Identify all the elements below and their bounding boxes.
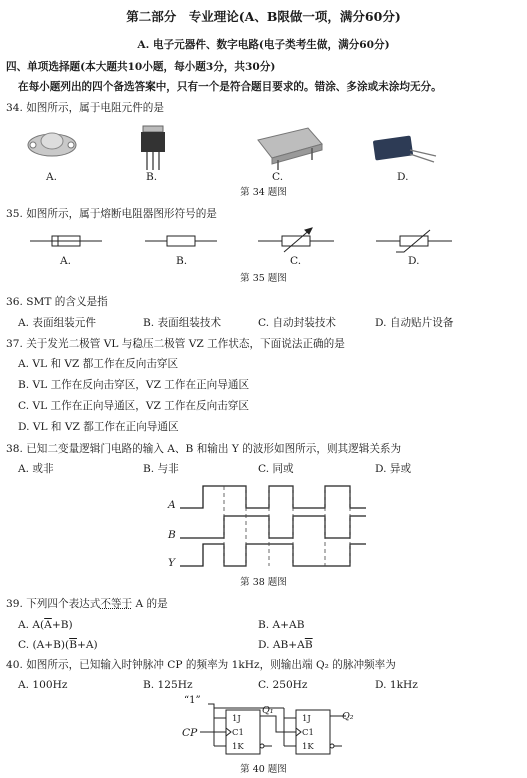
q39-option-b: B. A+AB: [258, 619, 305, 631]
q35-label-b: B.: [176, 255, 188, 267]
fuse-resistor-symbol: [30, 236, 102, 246]
q37-stem: 37. 关于发光二极管 VL 与稳压二极管 VZ 工作状态，下面说法正确的是: [6, 338, 345, 350]
ff2-pin-k: 1K: [302, 742, 314, 752]
q37-option-c: C. VL 工作在正向导通区，VZ 工作在反向击穿区: [18, 400, 249, 412]
to220-transistor-image: [141, 126, 165, 170]
q34-caption: 第 34 题图: [240, 187, 287, 198]
q36-option-d: D. 自动贴片设备: [375, 317, 454, 329]
page-subtitle: A. 电子元器件、数字电路(电子类考生做，满分60分): [137, 39, 390, 51]
q38-stem: 38. 已知二变量逻辑门电路的输入 A、B 和输出 Y 的波形如图所示，则其逻辑关系为: [6, 443, 402, 455]
q38-caption: 第 38 题图: [240, 577, 287, 588]
q40-caption: 第 40 题图: [240, 764, 287, 775]
q39-option-c: C. $(A+B)(\overline{B}+A)$: [18, 639, 98, 651]
wave-label-a: A: [168, 499, 176, 511]
variable-resistor-symbol: [258, 228, 334, 252]
wave-label-b: B: [168, 529, 176, 541]
ff1-pin-c: C1: [232, 728, 244, 738]
waveform-y: [180, 544, 366, 566]
q35-label-a: A.: [60, 255, 72, 267]
section-heading: 四、单项选择题(本大题共10小题，每小题3分，共30分): [6, 61, 276, 73]
q40-option-d: D. 1kHz: [375, 679, 418, 691]
waveform-a: [180, 486, 366, 508]
q34-label-a: A.: [46, 171, 58, 183]
section-instruction: 在每小题列出的四个备选答案中，只有一个是符合题目要求的。错涂、多涂或未涂均无分。: [18, 81, 442, 93]
q35-label-d: D.: [408, 255, 420, 267]
q39-stem: 39. 下列四个表达式不等于 A 的是: [6, 598, 168, 610]
capacitor-component-image: [373, 135, 436, 162]
clock-label: CP: [182, 727, 198, 739]
q40-stem: 40. 如图所示，已知输入时钟脉冲 CP 的频率为 1kHz，则输出端 Q₂ 的脉冲频率为: [6, 659, 396, 671]
logic-one-label: “1”: [184, 695, 201, 706]
nonlinear-resistor-symbol: [376, 230, 452, 252]
page-title: 第二部分 专业理论(A、B限做一项，满分60分): [126, 9, 401, 24]
q37-option-b: B. VL 工作在反向击穿区，VZ 工作在正向导通区: [18, 379, 250, 391]
ff2-pin-c: C1: [302, 728, 314, 738]
q36-option-b: B. 表面组装技术: [143, 317, 222, 329]
power-resistor-image: [258, 128, 322, 170]
q40-option-c: C. 250Hz: [258, 679, 308, 691]
q37-option-d: D. VL 和 VZ 都工作在正向导通区: [18, 421, 179, 433]
q39-option-a: A. $A(\overline{A}+B)$: [18, 619, 73, 631]
q35-label-c: C.: [290, 255, 302, 267]
wave-label-y: Y: [168, 557, 175, 569]
ff1-pin-j: 1J: [232, 714, 241, 724]
q38-option-a: A. 或非: [18, 463, 54, 475]
q34-label-b: B.: [146, 171, 158, 183]
to3-transistor-image: [28, 133, 76, 156]
emphasis-text: 不等于: [100, 598, 133, 610]
q34-stem: 34. 如图所示，属于电阻元件的是: [6, 102, 164, 114]
q35-stem: 35. 如图所示，属于熔断电阻器图形符号的是: [6, 208, 217, 220]
q1-label: Q₁: [262, 705, 274, 716]
q35-caption: 第 35 题图: [240, 273, 287, 284]
q40-option-b: B. 125Hz: [143, 679, 193, 691]
q34-label-d: D.: [397, 171, 409, 183]
ff2-pin-j: 1J: [302, 714, 311, 724]
q38-option-c: C. 同或: [258, 463, 294, 475]
q38-option-b: B. 与非: [143, 463, 179, 475]
q36-option-a: A. 表面组装元件: [18, 317, 96, 329]
q34-label-c: C.: [272, 171, 284, 183]
q36-stem: 36. SMT 的含义是指: [6, 296, 108, 308]
ff1-pin-k: 1K: [232, 742, 244, 752]
waveform-b: [180, 516, 366, 538]
q39-option-d: D. $AB+A\overline{B}$: [258, 639, 313, 651]
q36-option-c: C. 自动封装技术: [258, 317, 337, 329]
q38-option-d: D. 异或: [375, 463, 412, 475]
q2-label: Q₂: [342, 711, 354, 722]
q37-option-a: A. VL 和 VZ 都工作在反向击穿区: [18, 358, 179, 370]
resistor-symbol: [145, 236, 217, 246]
q40-option-a: A. 100Hz: [18, 679, 68, 691]
